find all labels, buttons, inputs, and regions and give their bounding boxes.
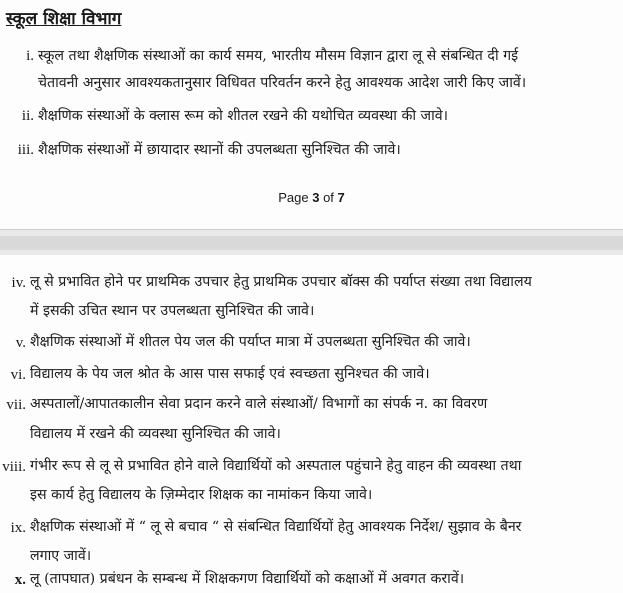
item-number: i. xyxy=(26,48,34,64)
item-line: शैक्षणिक संस्थाओं में शीतल पेय जल की पर्याप्त मात्रा में उपलब्धता सुनिश्चित की जावे। xyxy=(30,334,471,350)
item-line: विद्यालय के पेय जल श्रोत के आस पास सफाई एवं स्वच्छता सुनिश्चत की जावे। xyxy=(30,366,430,382)
total-pages: 7 xyxy=(337,190,345,205)
page-number xyxy=(0,190,623,205)
document-page-top xyxy=(0,0,623,229)
item-number: vi. xyxy=(10,367,26,383)
item-line: लू (तापघात) प्रबंधन के सम्बन्ध में शिक्षकगण विद्यार्थियों को कक्षाओं में अवगत करावें। xyxy=(30,571,465,587)
item-number: x. xyxy=(14,572,26,588)
item-line: गंभीर रूप से लू से प्रभावित होने वाले विद्यार्थियों को अस्पताल पहुंचाने हेतु वाहन की व्यवस्था तथा xyxy=(30,458,522,474)
item-line: इस कार्य हेतु विद्यालय के ज़िम्मेदार शिक्षक का नामांकन किया जावे। xyxy=(30,487,373,503)
item-line: में इसकी उचित स्थान पर उपलब्धता सुनिश्चित की जावे। xyxy=(30,303,315,319)
document-page-bottom xyxy=(0,255,623,593)
item-number: iv. xyxy=(11,275,26,291)
item-line: स्कूल तथा शैक्षणिक संस्थाओं का कार्य समय, भारतीय मौसम विज्ञान द्वारा लू से संबन्धित दी गई xyxy=(38,48,519,64)
section-heading: स्कूल शिक्षा विभाग xyxy=(6,9,122,29)
item-number: ix. xyxy=(10,520,26,536)
item-number: ii. xyxy=(21,108,34,124)
item-line: शैक्षणिक संस्थाओं में “ लू से बचाव “ से संबन्धित विद्यार्थियों हेतु आवश्यक निर्देश/ सुझाव के बैनर xyxy=(30,519,522,535)
page-of: of xyxy=(323,190,334,205)
item-line: शैक्षणिक संस्थाओं के क्लास रूम को शीतल रखने की यथोचित व्यवस्था की जावे। xyxy=(38,108,449,124)
current-page: 3 xyxy=(312,190,320,205)
item-line: चेतावनी अनुसार आवश्यकतानुसार विधिवत परिवर्तन करने हेतु आवश्यक आदेश जारी किए जावें। xyxy=(38,75,527,91)
page-label: Page xyxy=(278,190,309,205)
item-line: शैक्षणिक संस्थाओं में छायादार स्थानों की उपलब्धता सुनिश्चित की जावे। xyxy=(38,142,401,158)
item-line: अस्पतालों/आपातकालीन सेवा प्रदान करने वाले संस्थाओं/ विभागों का संपर्क न. का विवरण xyxy=(30,396,488,412)
item-line: लू से प्रभावित होने पर प्राथमिक उपचार हेतु प्राथमिक उपचार बॉक्स की पर्याप्त संख्या तथा विद्यालय xyxy=(30,274,532,290)
item-line: लगाए जावें। xyxy=(30,548,92,564)
item-number: iii. xyxy=(17,142,34,158)
item-number: v. xyxy=(15,335,26,351)
item-line: विद्यालय में रखने की व्यवस्था सुनिश्चित की जावे। xyxy=(30,426,281,442)
item-number: viii. xyxy=(2,459,26,475)
item-number: vii. xyxy=(6,397,26,413)
page-break xyxy=(0,229,623,256)
